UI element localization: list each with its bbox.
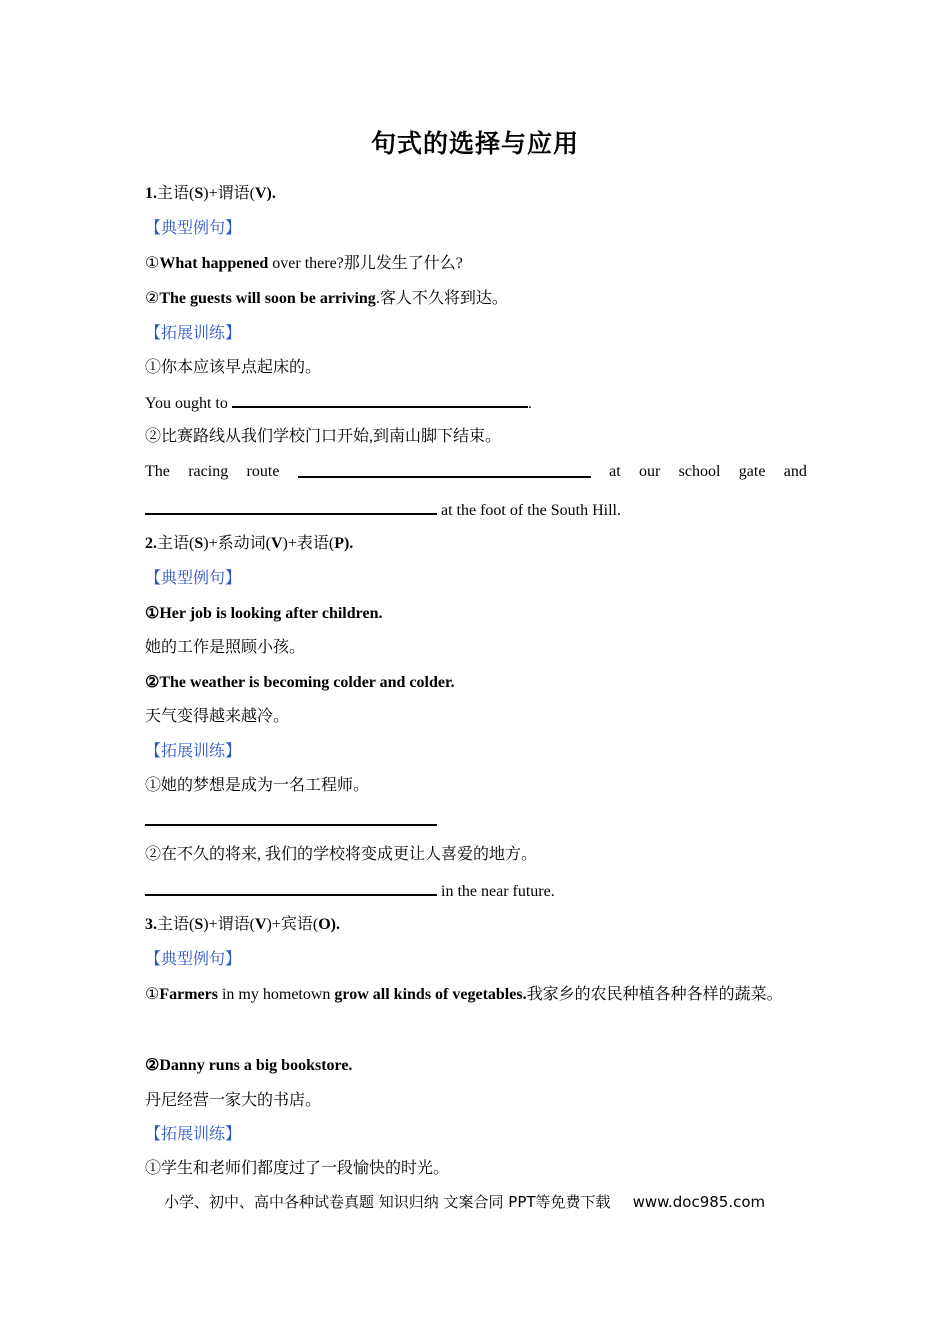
section-1-heading: 1.主语(S)+谓语(V).: [145, 185, 276, 202]
section-3-example-tag: 【典型例句】: [145, 951, 242, 968]
section-2-example-2-en: ②The weather is becoming colder and colder.: [145, 674, 455, 691]
answer-blank[interactable]: [145, 499, 437, 515]
section-1-example-2: ②The guests will soon be arriving.客人不久将到达。: [145, 290, 508, 307]
section-2-practice-2-cn: ②在不久的将来, 我们的学校将变成更让人喜爱的地方。: [145, 846, 538, 863]
section-2-example-1-cn: 她的工作是照顾小孩。: [145, 639, 306, 656]
section-3-practice-1-cn: ①学生和老师们都度过了一段愉快的时光。: [145, 1160, 450, 1177]
word: The: [145, 463, 170, 480]
footer-url-link[interactable]: www.doc985.com: [632, 1193, 766, 1211]
section-2-practice-tag: 【拓展训练】: [145, 743, 242, 760]
answer-blank[interactable]: [298, 462, 591, 478]
section-3-example-1: ①Farmers in my hometown grow all kinds of vegetables.我家乡的农民种植各种各样的蔬菜。: [145, 986, 783, 1003]
section-2-heading: 2.主语(S)+系动词(V)+表语(P).: [145, 535, 354, 552]
section-2-practice-1-en: [145, 810, 437, 832]
page-title: 句式的选择与应用: [370, 129, 579, 158]
section-1-example-tag: 【典型例句】: [145, 220, 242, 237]
section-1-practice-2-en: [145, 462, 807, 482]
answer-blank[interactable]: [145, 810, 437, 826]
word: gate: [738, 463, 766, 480]
section-3-heading: 3.主语(S)+谓语(V)+宾语(O).: [145, 916, 340, 933]
section-2-practice-2-en: in the near future.: [145, 880, 555, 902]
section-1-practice-1-en: You ought to .: [145, 392, 532, 414]
section-1-practice-2-cn: ②比赛路线从我们学校门口开始,到南山脚下结束。: [145, 428, 502, 445]
section-3-example-2-cn: 丹尼经营一家大的书店。: [145, 1092, 322, 1109]
section-2-example-2-cn: 天气变得越来越冷。: [145, 708, 290, 725]
section-3-practice-tag: 【拓展训练】: [145, 1126, 242, 1143]
word: our: [639, 463, 661, 480]
section-1-practice-2-en-cont: at the foot of the South Hill.: [145, 499, 621, 521]
word: at: [609, 463, 621, 480]
section-3-example-2-en: ②Danny runs a big bookstore.: [145, 1057, 353, 1074]
answer-blank[interactable]: [145, 880, 437, 896]
section-2-example-tag: 【典型例句】: [145, 570, 242, 587]
section-1-example-1: ①What happened over there?那儿发生了什么?: [145, 255, 463, 272]
section-1-practice-tag: 【拓展训练】: [145, 325, 242, 342]
page-footer: [164, 1191, 765, 1212]
footer-text: 小学、初中、高中各种试卷真题 知识归纳 文案合同 PPT等免费下载: [164, 1193, 611, 1211]
word: school: [678, 463, 721, 480]
word: route: [246, 463, 280, 480]
section-2-example-1-en: ①Her job is looking after children.: [145, 605, 383, 622]
word: and: [783, 463, 807, 480]
section-2-practice-1-cn: ①她的梦想是成为一名工程师。: [145, 777, 370, 794]
answer-blank[interactable]: [232, 392, 528, 408]
word: racing: [188, 463, 229, 480]
section-1-practice-1-cn: ①你本应该早点起床的。: [145, 359, 322, 376]
